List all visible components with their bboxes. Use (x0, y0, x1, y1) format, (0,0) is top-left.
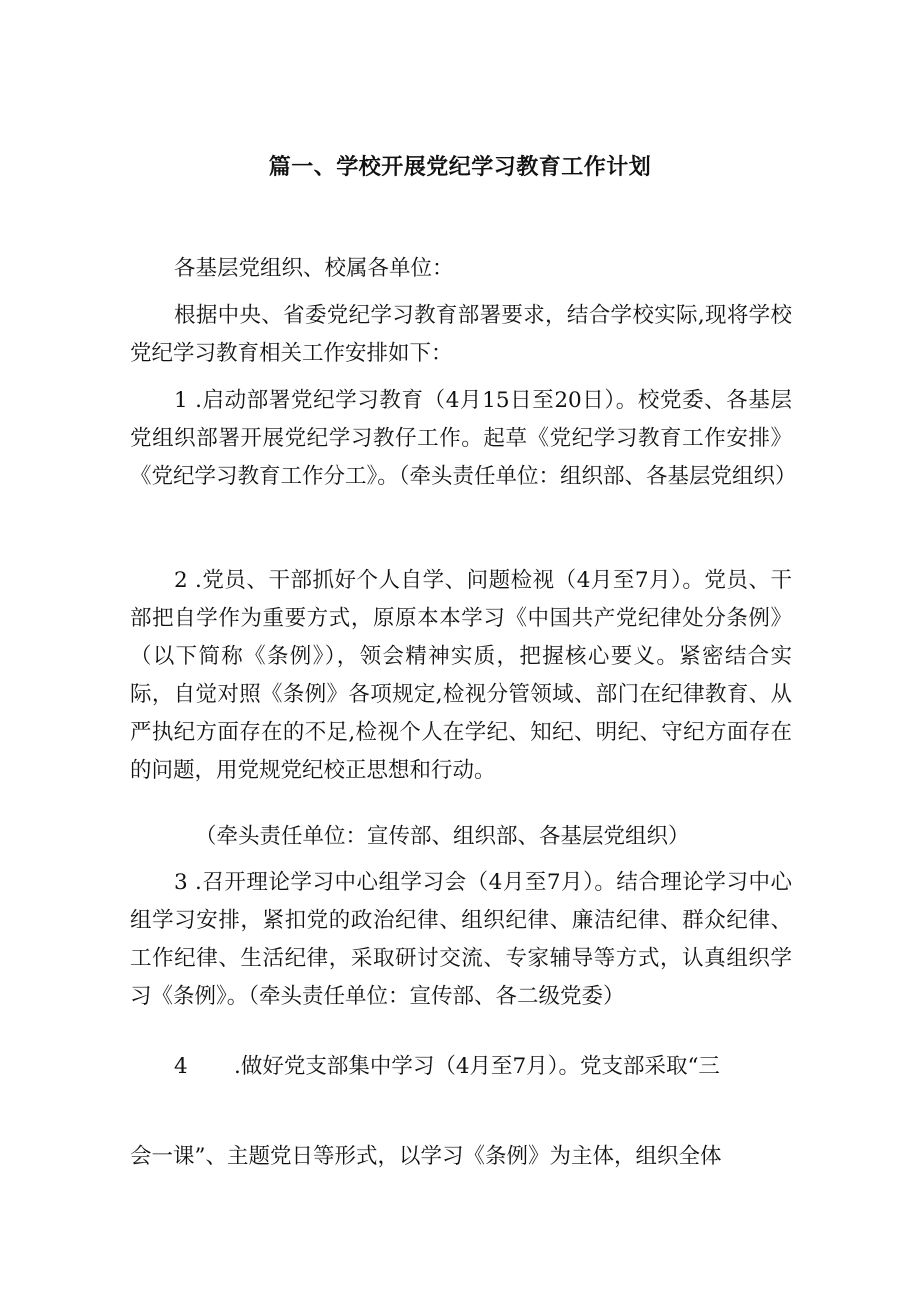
item-3-text: 3 .召开理论学习中心组学习会（4月至7月）。结合理论学习中心组学习安排，紧扣党的政治纪律、组织纪律、廉洁纪律、群众纪律、工作纪律、生活纪律，采取研讨交流、专家辅导等方式，认真组织学习《条例》。（牵头责任单位：宣传部、各二级党委） (130, 870, 792, 1009)
salutation-text: 各基层党组织、校属各单位： (174, 256, 454, 281)
salutation (130, 250, 792, 288)
item-4-continued-line: 会一课”、主题党日等形式，以学习《条例》为主体，组织全体 (130, 1144, 722, 1169)
item-3-paragraph (130, 864, 792, 1016)
item-1-text: 1 .启动部署党纪学习教育（4月15日至20日）。校党委、各基层党组织部署开展党纪学习教仔工作。起草《党纪学习教育工作安排》《党纪学习教育工作分工》。（牵头责任单位：组织部、各基层党组织） (130, 388, 797, 489)
item-2-text: 2 .党员、干部抓好个人自学、问题检视（4月至7月）。党员、干部把自学作为重要方式，原原本本学习《中国共产党纪律处分条例》（以下简称《条例》），领会精神实质，把握核心要义。紧密结合实际，自觉对照《条例》各项规定,检视分管领域、部门在纪律教育、从严执纪方面存在的不足,检视个人在学纪、知纪、明纪、守纪方面存在的问题，用党规党纪校正思想和行动。 (130, 568, 792, 783)
item-2-paragraph (130, 562, 792, 790)
item-4-first-line (174, 1048, 720, 1086)
item-4-text: .做好党支部集中学习（4月至7月）。党支部采取“三 (234, 1054, 720, 1079)
intro-text: 根据中央、省委党纪学习教育部署要求，结合学校实际,现将学校党纪学习教育相关工作安排如下： (130, 303, 792, 366)
item-2-responsibility-note: （牵头责任单位：宣传部、组织部、各基层党组织） (195, 824, 690, 849)
document-title: 篇一、学校开展党纪学习教育工作计划 (268, 155, 652, 180)
item-1-paragraph (130, 382, 797, 496)
intro-paragraph (130, 297, 792, 373)
item-4-number: 4 (174, 1054, 188, 1079)
